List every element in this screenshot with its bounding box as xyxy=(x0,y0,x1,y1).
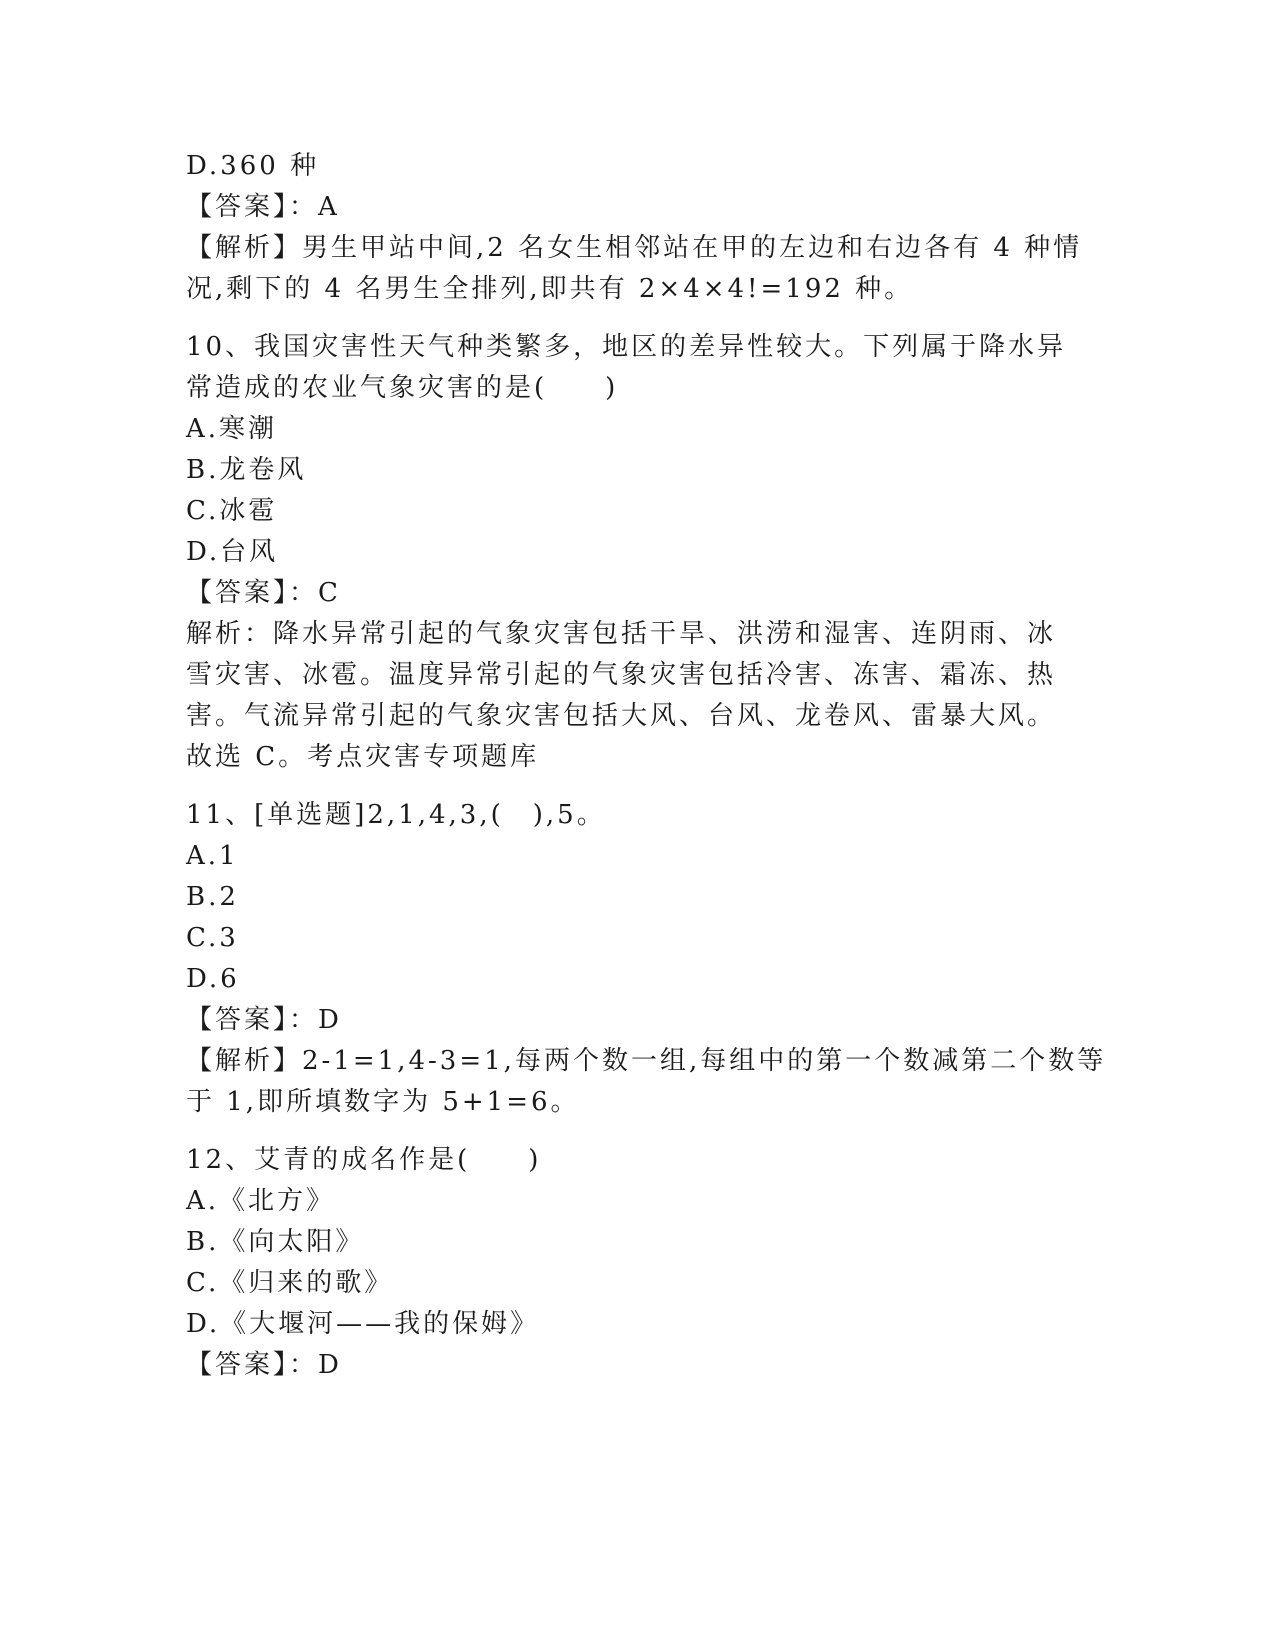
answer-label: 【答案】 xyxy=(186,192,290,222)
answer-value: ：C xyxy=(289,578,341,608)
q12-answer xyxy=(186,1345,1091,1386)
analysis-text: 2-1=1,4-3=1,每两个数一组,每组中的第一个数减第二个数等 xyxy=(302,1046,1107,1076)
q9-analysis-line-1 xyxy=(186,228,1091,269)
q11-option-c: C.3 xyxy=(186,923,239,953)
q12-option-c: C.《归来的歌》 xyxy=(186,1268,394,1298)
answer-label: 【答案】 xyxy=(186,578,290,608)
q10-stem-line-2: 常造成的农业气象灾害的是( ) xyxy=(186,373,619,403)
analysis-label: 【解析】 xyxy=(186,233,303,263)
q9-option-d: D.360 种 xyxy=(186,151,320,181)
q11-option-b: B.2 xyxy=(186,882,239,912)
q10-option-c: C.冰雹 xyxy=(186,496,278,526)
q10-answer xyxy=(186,573,1091,614)
q10-option-d: D.台风 xyxy=(186,537,279,567)
answer-label: 【答案】 xyxy=(186,1005,290,1035)
answer-label: 【答案】 xyxy=(186,1350,290,1380)
q10-stem-line-1: 10、我国灾害性天气种类繁多，地区的差异性较大。下列属于降水异 xyxy=(186,332,1067,362)
q12-option-d: D.《大堰河——我的保姆》 xyxy=(186,1309,540,1339)
q11-option-d: D.6 xyxy=(186,964,240,994)
q9-answer xyxy=(186,187,1091,228)
q12-option-a: A.《北方》 xyxy=(186,1186,336,1216)
q10-option-a: A.寒潮 xyxy=(186,414,278,444)
document-page xyxy=(186,146,1107,1386)
q10-option-b: B.龙卷风 xyxy=(186,455,307,485)
q9-analysis-line-2: 况,剩下的 4 名男生全排列,即共有 2×4×4!=192 种。 xyxy=(186,274,914,304)
q10-analysis-line-4: 故选 C。考点灾害专项题库 xyxy=(186,742,540,772)
q10-analysis-line-2: 雪灾害、冰雹。温度异常引起的气象灾害包括冷害、冻害、霜冻、热 xyxy=(186,660,1057,690)
answer-value: ：A xyxy=(289,192,340,222)
answer-value: ：D xyxy=(289,1005,342,1035)
analysis-label: 【解析】 xyxy=(186,1046,303,1076)
q11-analysis-line-2: 于 1,即所填数字为 5+1=6。 xyxy=(186,1087,580,1117)
q11-answer xyxy=(186,1000,1091,1041)
q12-option-b: B.《向太阳》 xyxy=(186,1227,365,1257)
q12-stem: 12、艾青的成名作是( ) xyxy=(186,1145,542,1175)
answer-value: ：D xyxy=(289,1350,342,1380)
analysis-text: 男生甲站中间,2 名女生相邻站在甲的左边和右边各有 4 种情 xyxy=(302,233,1083,263)
q10-analysis-line-1: 解析：降水异常引起的气象灾害包括干旱、洪涝和湿害、连阴雨、冰 xyxy=(186,619,1057,649)
q11-stem: 11、[单选题]2,1,4,3,( ),5。 xyxy=(186,800,606,830)
q10-analysis-line-3: 害。气流异常引起的气象灾害包括大风、台风、龙卷风、雷暴大风。 xyxy=(186,701,1057,731)
q11-option-a: A.1 xyxy=(186,841,239,871)
q11-analysis-line-1 xyxy=(186,1041,1107,1082)
